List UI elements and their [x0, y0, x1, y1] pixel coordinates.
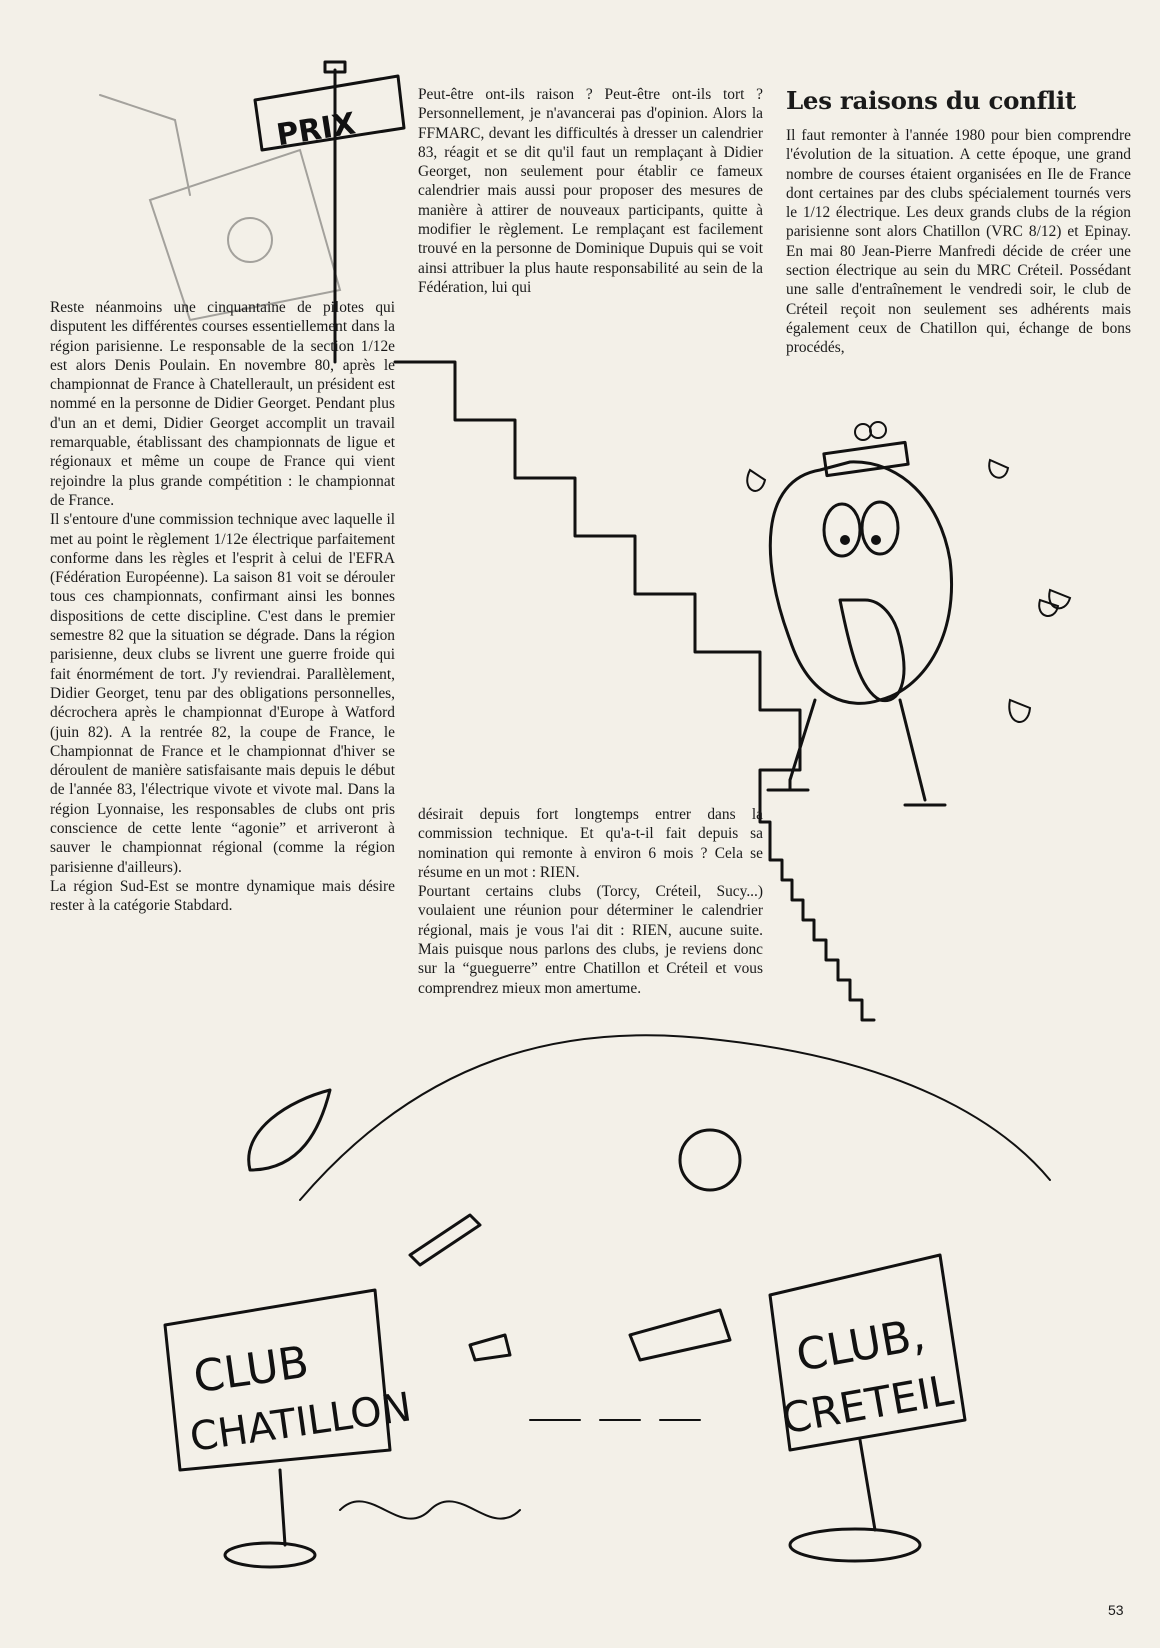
- creteil-sign-line2: CRETEIL: [777, 1365, 957, 1444]
- paragraph: Pourtant certains clubs (Torcy, Créteil, Sucy...) voulaient une réunion pour déterminer le calendrier régional, mais je vous l'ai dit : RIEN, aucune suite. Mais puisque nous parlons des clubs, je reviens donc sur la “gueguerre” entre Chatillon et Créteil et vous comprendrez mieux mon amertume.: [418, 883, 763, 997]
- article-column-1: [50, 298, 395, 916]
- paragraph: Reste néanmoins une cinquantaine de pilotes qui disputent les différentes courses essentiellement dans la région parisienne. Le responsable de la section 1/12e est alors Denis Poulain. En novembre 80, après le championnat de France à Chatellerault, un président est nommé en la personne de Didier Georget. Pendant plus d'un an et demi, Didier Georget accomplit un travail remarquable, établissant des championnats de ligue et régionaux et même un coupe de France qui vient rejoindre la plus grande compétition : le championnat de France.: [50, 299, 395, 509]
- creteil-sign-line1: CLUB,: [792, 1309, 929, 1382]
- paragraph: La région Sud-Est se montre dynamique mais désire rester à la catégorie Stabdard.: [50, 877, 395, 915]
- creteil-sign: [770, 1255, 965, 1561]
- chatillon-sign-line2: CHATILLON: [187, 1384, 415, 1461]
- battle-drawing: [249, 1035, 1050, 1518]
- chatillon-sign: [165, 1290, 414, 1567]
- paragraph: Il faut remonter à l'année 1980 pour bien comprendre l'évolution de la situation. A cette époque, une grand nombre de courses étaient organisées en Ile de France dont certaines par des clubs spécialement tournés vers le 1/12 électrique. Les deux grands clubs de la région parisienne sont alors Chatillon (VRC 8/12) et Epinay. En mai 80 Jean-Pierre Manfredi décide de créer une section électrique au sein du MRC Créteil. Possédant une salle d'entraînement le vendredi soir, le club de Créteil reçoit non seulement ses adhérents mais également ceux de Chatillon qui, échange de bons procédés,: [786, 127, 1131, 357]
- paragraph: Il s'entoure d'une commission technique avec laquelle il met au point le règlement 1/12e électrique parfaitement conforme dans les règles et l'esprit à celui de l'EFRA (Fédération Européenne). La saison 81 voit se dérouler tous ces championnats, confirmant ainsi les bonnes dispositions de cette discipline. C'est dans le premier semestre 82 que la situation se dégrade. Dans la région parisienne, deux clubs se livrent une guerre froide qui fait énormément de tort. J'y reviendrai. Parallèlement, Didier Georget, tenu par des obligations personnelles, décrochera après le championnat d'Europe à Watford (juin 82). A la rentrée 82, la coupe de France, le Championnat de France et le championnat d'hiver se déroulent de manière satisfaisante mais depuis le début de l'année 83, l'électrique vivote et vivote mal. Dans la région Lyonnaise, les responsables de clubs ont pris conscience de cette lente “agonie” et arriveront à sauver le championnat régional (comme la région parisienne d'ailleurs).: [50, 511, 395, 876]
- paragraph: désirait depuis fort longtemps entrer dans la commission technique. Et qu'a-t-il fait depuis sa nomination qui remonte à environ 6 mois ? Cela se résume en un mot : RIEN.: [418, 806, 763, 881]
- article-column-3: [786, 126, 1131, 358]
- section-heading: Les raisons du conflit: [786, 86, 1076, 115]
- article-column-2-top: [418, 85, 763, 297]
- paragraph: Peut-être ont-ils raison ? Peut-être ont-ils tort ? Personnellement, je n'avancerai pas d'opinion. Alors la FFMARC, devant les difficultés à dresser un calendrier 83, réagit et se dit qu'il faut un remplaçant à Didier Georget, non seulement pour établir ce fameux calendrier mais aussi pour proposer des mesures de manière à attirer de nouveaux participants, quitte à modifier le règlement. Le remplaçant est facilement trouvé en la personne de Dominique Dupuis qui se voit ainsi attribuer la plus haute responsabilité au sein de la Fédération, lui qui: [418, 86, 763, 296]
- crying-character: [747, 422, 1070, 805]
- chatillon-sign-line1: CLUB: [190, 1336, 312, 1404]
- article-column-2-bottom: [418, 805, 763, 998]
- prix-sign-label: PRIX: [274, 106, 359, 154]
- page-number: 53: [1108, 1602, 1124, 1618]
